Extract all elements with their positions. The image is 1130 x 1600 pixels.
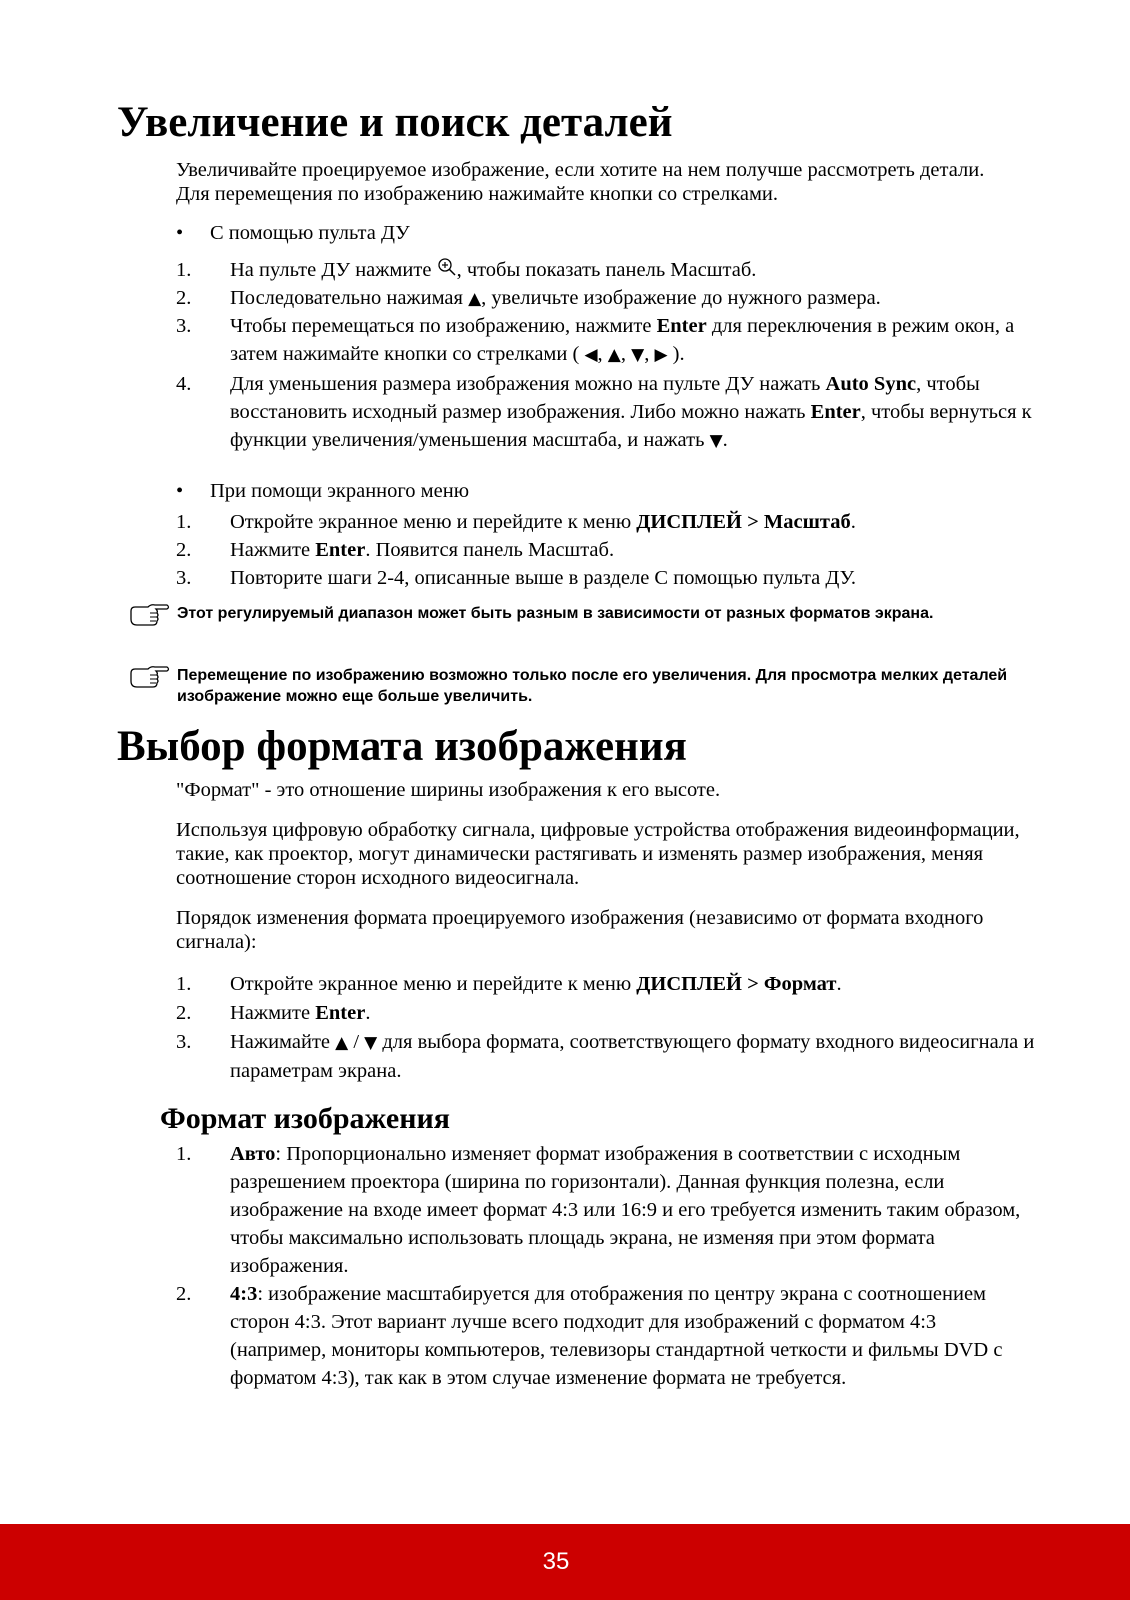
osd-step-2: 2. Нажмите Enter. Появится панель Масштаб. xyxy=(176,539,615,561)
aspect-definition-paragraph: "Формат" - это отношение ширины изображения к его высоте. xyxy=(176,779,721,801)
down-arrow-icon: ▼ xyxy=(631,345,645,365)
aspect-procedure-paragraph: Порядок изменения формата проецируемого изображения (независимо от формата входного сигнала): xyxy=(176,907,984,953)
format-item-4-3: 2. 4:3: изображение масштабируется для отображения по центру экрана с соотношением сторон 4:3. Этот вариант лучше всего подходит для изображений с форматом 4:3 (например, мониторы компьютеров, телевизоры стандартной четкости и фильмы DVD с форматом 4:3), так как в этом случае изменение формата не требуется. xyxy=(176,1283,1003,1389)
osd-step-3: 3. Повторите шаги 2-4, описанные выше в разделе С помощью пульта ДУ. xyxy=(176,567,856,589)
note-range xyxy=(128,603,1028,624)
aspect-dsp-paragraph: Используя цифровую обработку сигнала, цифровые устройства отображения видеоинформации, такие, как проектор, могут динамически растягивать и изменять размер изображения, меняя соотношение сторон исходного видеосигнала. xyxy=(176,819,1020,889)
remote-step-4: 4. Для уменьшения размера изображения можно на пульте ДУ нажать Auto Sync, чтобы восстановить исходный размер изображения. Либо можно нажать Enter, чтобы вернуться к функции увеличения/уменьшения масштаба, и нажать ▼. xyxy=(176,373,1032,451)
up-arrow-icon: ▲ xyxy=(335,1033,349,1053)
page-number: 35 xyxy=(542,1548,570,1575)
pointing-hand-icon xyxy=(128,603,170,629)
section-title-zoom: Увеличение и поиск деталей xyxy=(117,99,673,146)
right-arrow-icon: ▶ xyxy=(654,345,668,365)
page-footer xyxy=(0,1524,1130,1600)
zoom-in-icon xyxy=(437,257,457,277)
remote-step-2: 2. Последовательно нажимая ▲, увеличьте изображение до нужного размера. xyxy=(176,287,881,309)
format-item-auto: 1. Авто: Пропорционально изменяет формат изображения в соответствии с исходным разрешением проектора (ширина по горизонтали). Данная функция полезна, если изображение на входе имеет формат 4:3 или 16:9 и его требуется изменить таким образом, чтобы максимально использовать площадь экрана, не изменяя при этом формата изображения. xyxy=(176,1143,1021,1277)
up-arrow-icon: ▲ xyxy=(468,289,482,309)
remote-step-1: 1. На пульте ДУ нажмите , чтобы показать панель Масштаб. xyxy=(176,259,757,281)
zoom-intro-paragraph: Увеличивайте проецируемое изображение, если хотите на нем получше рассмотреть детали. Для перемещения по изображению нажимайте кнопки со стрелками. xyxy=(176,159,985,205)
down-arrow-icon: ▼ xyxy=(364,1033,378,1053)
osd-step-1: 1. Откройте экранное меню и перейдите к меню ДИСПЛЕЙ > Масштаб. xyxy=(176,511,856,533)
bullet-osd-label: При помощи экранного меню xyxy=(210,480,470,502)
subsection-title-format: Формат изображения xyxy=(160,1102,451,1135)
remote-step-3: 3. Чтобы перемещаться по изображению, нажмите Enter для переключения в режим окон, а затем нажимайте кнопки со стрелками ( ◀, ▲, ▼, ▶ ). xyxy=(176,315,1015,365)
aspect-step-3: 3. Нажимайте ▲ / ▼ для выбора формата, соответствующего формату входного видеосигнала и параметрам экрана. xyxy=(176,1031,1035,1082)
pointing-hand-icon xyxy=(128,665,170,691)
note-navigation-text: Перемещение по изображению возможно только после его увеличения. Для просмотра мелких деталей изображение можно еще больше увеличить. xyxy=(177,667,1008,705)
note-range-text: Этот регулируемый диапазон может быть разным в зависимости от разных форматов экрана. xyxy=(177,605,934,622)
left-arrow-icon: ◀ xyxy=(584,345,598,365)
aspect-step-1: 1. Откройте экранное меню и перейдите к меню ДИСПЛЕЙ > Формат. xyxy=(176,973,842,995)
down-arrow-icon: ▼ xyxy=(709,431,723,451)
up-arrow-icon: ▲ xyxy=(607,345,621,365)
bullet-remote-label: С помощью пульта ДУ xyxy=(210,222,410,244)
section-title-aspect: Выбор формата изображения xyxy=(117,723,687,770)
bullet-osd: • При помощи экранного меню xyxy=(176,480,470,502)
bullet-remote: • С помощью пульта ДУ xyxy=(176,222,410,244)
note-navigation xyxy=(128,665,1028,707)
aspect-step-2: 2. Нажмите Enter. xyxy=(176,1002,371,1024)
